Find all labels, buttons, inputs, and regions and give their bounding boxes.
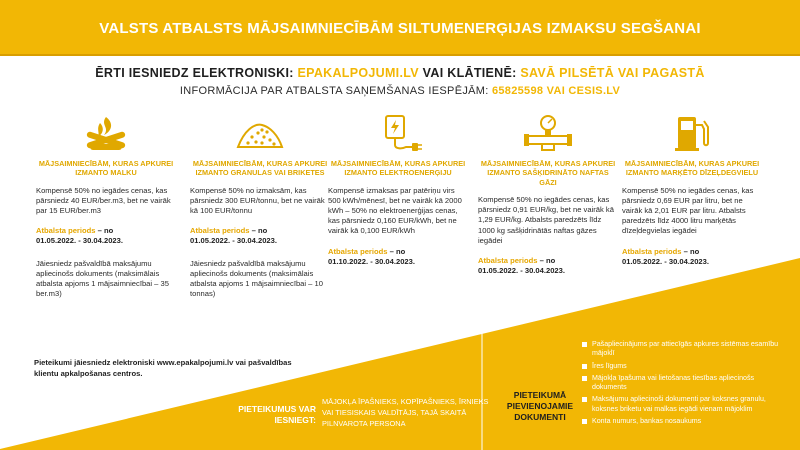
bullet-icon	[582, 376, 587, 381]
bullet-icon	[582, 419, 587, 424]
list-item: Īres līgums	[582, 362, 788, 371]
who-can-apply-text: MĀJOKĻA ĪPAŠNIEKS, KOPĪPAŠNIEKS, ĪRNIEKS VAI TIESISKAIS VALDĪTĀJS, TAJĀ SKAITĀ PILNVAROTA PERSONA	[322, 397, 489, 428]
bullet-icon	[582, 342, 587, 347]
attachments-list	[582, 340, 788, 429]
support-column-electricity	[328, 113, 468, 267]
support-column-diesel	[622, 113, 762, 267]
column-note: Jāiesniedz pašvaldībā maksājumu apliecinošs dokuments (maksimālais atbalsta apjoms 1 mājsaimniecībai – 35 ber.m3)	[36, 258, 169, 299]
submission-line: ĒRTI IESNIEDZ ELEKTRONISKI: EPAKALPOJUMI.LV VAI KLĀTIENĒ: SAVĀ PILSĒTĀ VAI PAGASTĀ	[95, 66, 705, 80]
support-column-granules	[190, 113, 330, 299]
column-title: MĀJSAIMNIECĪBĀM, KURAS APKUREI IZMANTO MARĶĒTO DĪZEĻDEGVIELU	[624, 159, 760, 178]
list-item: Pašapliecinājums par attiecīgās apkures sistēmas esamību mājoklī	[582, 340, 788, 359]
list-item: Konta numurs, bankas nosaukums	[582, 417, 788, 426]
submission-info: Pieteikumi jāiesniedz elektroniski www.epakalpojumi.lv vai pašvaldības klientu apkalpošanas centros.	[34, 358, 292, 378]
bullet-icon	[582, 397, 587, 402]
granules-pile-icon	[234, 113, 286, 153]
period-dates: 01.05.2022. - 30.04.2023.	[36, 236, 123, 246]
support-column-firewood	[36, 113, 176, 299]
firewood-icon	[80, 113, 132, 153]
list-item: Mājokļa īpašuma vai lietošanas tiesības apliecinošs dokuments	[582, 374, 788, 393]
support-column-lpg	[478, 113, 618, 276]
column-description: Kompensē izmaksas par patēriņu virs 500 kWh/mēnesī, bet ne vairāk kā 2000 kWh – 50% no elektroenerģijas cenas, kas pārsniedz 0,160 EUR/kWh, bet ne vairāk kā 0,100 EUR/kWh	[328, 185, 462, 236]
support-period: Atbalsta periods – no 01.10.2022. - 30.04.2023.	[328, 246, 415, 266]
column-description: Kompensē 50% no iegādes cenas, kas pārsniedz 0,91 EUR/kg, bet ne vairāk kā 1,29 EUR/kg. Atbalsts paredzēts līdz 1000 kg sašķidrinātās naftas gāzes iegādei	[478, 194, 614, 245]
support-period: Atbalsta periods – no 01.05.2022. - 30.04.2023.	[190, 226, 277, 246]
period-dates: 01.05.2022. - 30.04.2023.	[190, 236, 277, 246]
info-line: INFORMĀCIJA PAR ATBALSTA SAŅEMŠANAS IESPĒJĀM: 65825598 VAI CESIS.LV	[179, 85, 621, 97]
support-period: Atbalsta periods – no 01.05.2022. - 30.04.2023.	[622, 246, 709, 266]
gas-pipe-gauge-icon	[522, 113, 574, 153]
column-note: Jāiesniedz pašvaldībā maksājumu apliecinošs dokuments (maksimālais atbalsta apjoms 1 mājsaimniecībai – 10 tonnas)	[190, 258, 323, 299]
column-title: MĀJSAIMNIECĪBĀM, KURAS APKUREI IZMANTO GRANULAS VAI BRIKETES	[192, 159, 328, 178]
column-title: MĀJSAIMNIECĪBĀM, KURAS APKUREI IZMANTO MALKU	[38, 159, 174, 178]
period-dates: 01.10.2022. - 30.04.2023.	[328, 256, 415, 266]
page-title: VALSTS ATBALSTS MĀJSAIMNIECĪBĀM SILTUMENERĢIJAS IZMAKSU SEGŠANAI	[99, 20, 701, 37]
fuel-pump-icon	[666, 113, 718, 153]
place-text: SAVĀ PILSĒTĀ VAI PAGASTĀ	[520, 66, 705, 80]
period-dates: 01.05.2022. - 30.04.2023.	[622, 256, 709, 266]
column-title: MĀJSAIMNIECĪBĀM, KURAS APKUREI IZMANTO ELEKTROENERĢIJU	[330, 159, 466, 178]
epakalpojumi-link[interactable]: EPAKALPOJUMI.LV	[297, 66, 419, 80]
contact-link[interactable]: 65825598 VAI CESIS.LV	[491, 85, 621, 97]
attachments-label: PIETEIKUMĀ PIEVIENOJAMIE DOKUMENTI	[506, 390, 574, 422]
column-description: Kompensē 50% no iegādes cenas, kas pārsniedz 40 EUR/ber.m3, bet ne vairāk par 15 EUR/ber.m3	[36, 185, 171, 215]
support-period: Atbalsta periods – no 01.05.2022. - 30.04.2023.	[36, 226, 123, 246]
column-title: MĀJSAIMNIECĪBĀM, KURAS APKUREI IZMANTO SAŠĶIDRINĀTO NAFTAS GĀZI	[480, 159, 616, 187]
support-period: Atbalsta periods – no 01.05.2022. - 30.04.2023.	[478, 255, 565, 276]
list-item: Maksājumu apliecinoši dokumenti par koksnes granulu, koksnes briketu vai malkas iegādi vienam mājoklim	[582, 395, 788, 414]
electric-plug-icon	[372, 113, 424, 153]
bullet-icon	[582, 364, 587, 369]
period-dates: 01.05.2022. - 30.04.2023.	[478, 266, 565, 276]
column-description: Kompensē 50% no iegādes cenas, kas pārsniedz 0,69 EUR par litru, bet ne vairāk kā 2,01 EUR par litru. Atbalsts paredzēts līdz 4000 litru marķētās dīzeļdegvielas iegādei	[622, 185, 754, 236]
column-description: Kompensē 50% no izmaksām, kas pārsniedz 300 EUR/tonnu, bet ne vairāk kā 100 EUR/tonnu	[190, 185, 325, 215]
who-can-apply-label: PIETEIKUMUS VAR IESNIEGT:	[238, 404, 316, 425]
